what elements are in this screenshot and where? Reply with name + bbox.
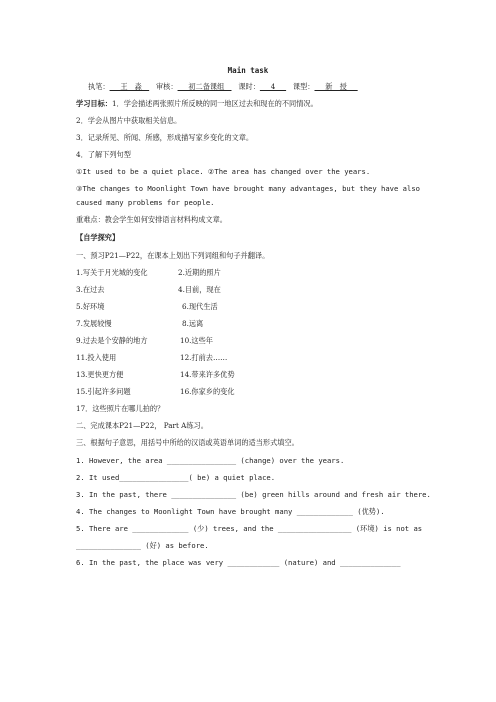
objective-1: 1．学会描述两张照片所反映的同一地区过去和现在的不同情况。 — [111, 99, 318, 108]
fill-blank-6: 6. In the past, the place was very ____________ (nature) and ______________ — [76, 558, 401, 567]
sentence-pattern-2b: caused many problems for people. — [76, 198, 215, 207]
phrase-item: 13.更快更方便 — [76, 370, 124, 379]
fill-blank-1: 1. However, the area ________________ (change) over the years. — [76, 456, 345, 465]
page-title: Main task — [227, 66, 269, 75]
reviewer-label: 审核： — [155, 82, 178, 91]
period-label: 课时： — [238, 82, 260, 91]
phrase-item: 11.投入使用 — [76, 353, 117, 362]
question-17: 17．这些照片在哪儿拍的？ — [76, 404, 165, 413]
phrase-item: 8.远离 — [182, 319, 204, 328]
sentence-pattern-1: ①It used to be a quiet place. ②The area has changed over the years. — [76, 167, 371, 176]
task-2: 二、完成课本P21—P22， Part A练习。 — [76, 421, 208, 430]
phrase-item: 16.你家乡的变化 — [180, 387, 235, 396]
objective-2: 2．学会从图片中获取相关信息。 — [76, 116, 182, 125]
phrase-item: 5.好环境 — [76, 302, 105, 311]
reviewer-value: ___初二备课组__ — [177, 82, 232, 91]
phrase-item: 2.近期的照片 — [178, 268, 221, 277]
phrase-item: 10.这些年 — [180, 336, 213, 345]
phrase-item: 1.写关于月光城的变化 — [76, 268, 148, 277]
author-label: 执笔： — [88, 82, 110, 91]
meta-line — [88, 82, 358, 91]
phrase-item: 4.目前，现在 — [178, 285, 221, 294]
phrase-item: 12.打前去…… — [180, 353, 228, 362]
phrase-item: 6.现代生活 — [182, 302, 218, 311]
fill-blank-3: 3. In the past, there _______________ (be) green hills around and fresh air there. — [76, 490, 431, 499]
type-value: ___新 授___ — [314, 82, 358, 91]
objectives-line-1 — [76, 99, 318, 108]
task-1: 一、预习P21—P22，在课本上划出下列词组和句子并翻译。 — [76, 251, 270, 260]
phrase-item: 7.发展较慢 — [76, 319, 112, 328]
fill-blank-4: 4. The changes to Moonlight Town have brought many _____________ (优势). — [76, 507, 385, 516]
phrase-item: 3.在过去 — [76, 285, 105, 294]
objective-3: 3．记录所见、所闻、所感，形成描写家乡变化的文章。 — [76, 133, 254, 142]
task-3: 三、根据句子意思，用括号中所给的汉语或英语单词的适当形式填空。 — [76, 438, 299, 447]
phrase-item: 14.带来许多优势 — [180, 370, 235, 379]
period-value: ___4___ — [259, 82, 287, 91]
fill-blank-5-cont: _______________ (好) as before. — [76, 541, 209, 550]
phrase-item: 9.过去是个安静的地方 — [76, 336, 148, 345]
sentence-pattern-2a: ③The changes to Moonlight Town have brought many advantages, but they have also — [76, 184, 420, 193]
author-value: ___王 淼__ — [109, 82, 150, 91]
phrase-item: 15.引起许多问题 — [76, 387, 131, 396]
objective-4: 4．了解下列句型 — [76, 150, 131, 159]
key-point: 重难点：教会学生如何安排语言材料构成文章。 — [76, 215, 227, 224]
objectives-heading: 学习目标： — [76, 99, 112, 108]
fill-blank-2: 2. It used________________( be) a quiet place. — [76, 473, 276, 482]
type-label: 课型： — [292, 82, 315, 91]
fill-blank-5: 5. There are _____________ (少) trees, and the _________________ (环境) is not as — [76, 524, 423, 533]
self-study-heading: 【自学探究】 — [76, 233, 120, 242]
